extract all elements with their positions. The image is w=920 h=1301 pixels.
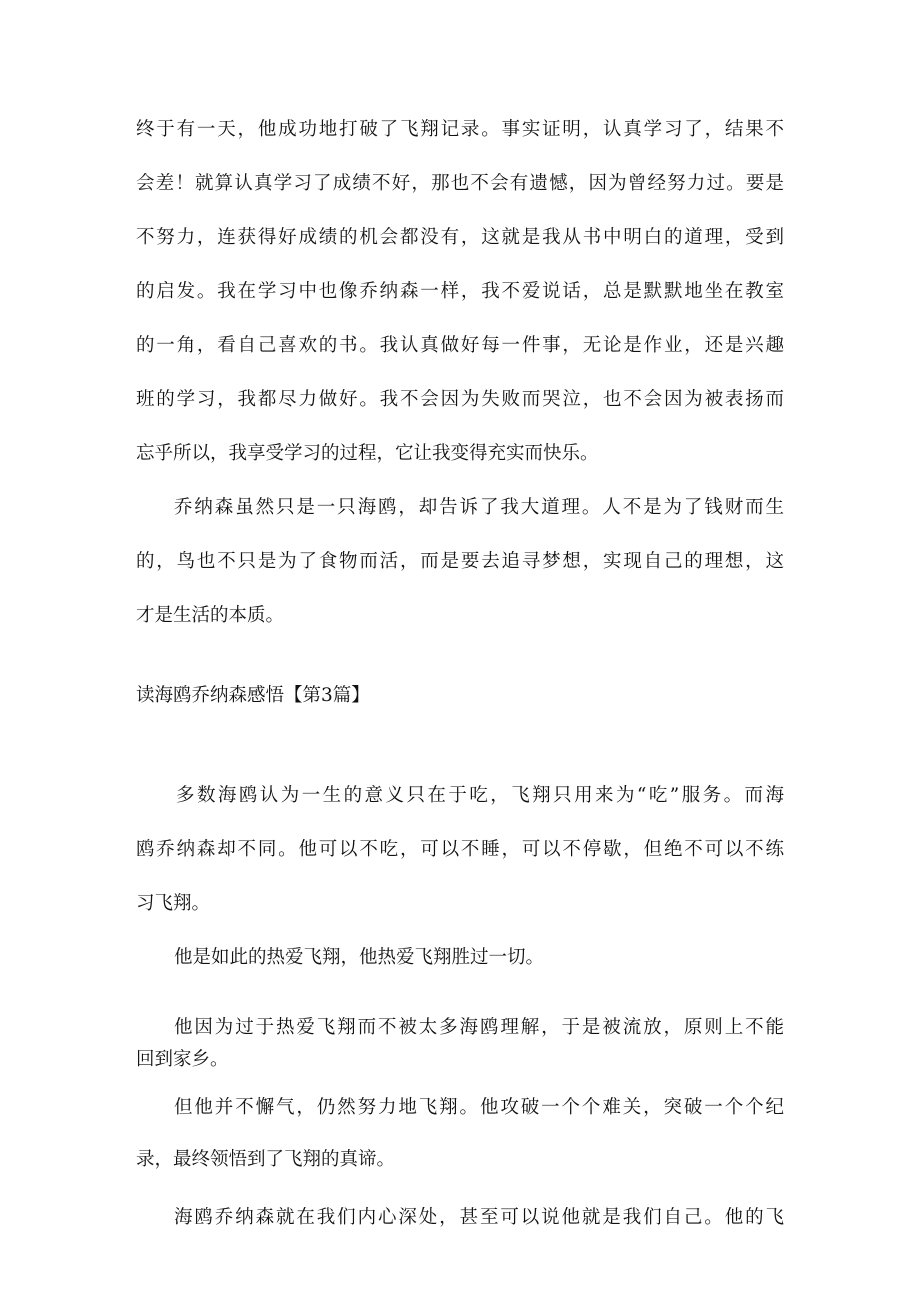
text-line: 才是生活的本质。 xyxy=(136,605,285,626)
text-line: 不努力，连获得好成绩的机会都没有，这就是我从书中明白的道理，受到 xyxy=(136,227,784,248)
text-line: 多数海鸥认为一生的意义只在于吃，飞翔只用来为“吃”服务。而海 xyxy=(176,785,784,806)
text-line: 海鸥乔纳森就在我们内心深处，甚至可以说他就是我们自己。他的飞 xyxy=(174,1207,784,1228)
text-line: 乔纳森虽然只是一只海鸥，却告诉了我大道理。人不是为了钱财而生 xyxy=(174,497,784,518)
section-title: 读海鸥乔纳森感悟【第3篇】 xyxy=(136,685,370,706)
text-line: 他因为过于热爱飞翔而不被太多海鸥理解，于是被流放，原则上不能 xyxy=(174,1017,784,1038)
text-line: 的启发。我在学习中也像乔纳森一样，我不爱说话，总是默默地坐在教室 xyxy=(136,281,784,302)
text-line: 忘乎所以，我享受学习的过程，它让我变得充实而快乐。 xyxy=(136,443,599,464)
text-line: 终于有一天，他成功地打破了飞翔记录。事实证明，认真学习了，结果不 xyxy=(136,119,784,140)
text-line: 他是如此的热爱飞翔，他热爱飞翔胜过一切。 xyxy=(174,947,545,968)
text-line: 的一角，看自己喜欢的书。我认真做好每一件事，无论是作业，还是兴趣 xyxy=(136,335,784,356)
text-line: 班的学习，我都尽力做好。我不会因为失败而哭泣，也不会因为被表扬而 xyxy=(136,389,784,410)
text-line: 回到家乡。 xyxy=(136,1049,229,1070)
text-line: 会差！就算认真学习了成绩不好，那也不会有遗憾，因为曾经努力过。要是 xyxy=(136,173,784,194)
text-line: 鸥乔纳森却不同。他可以不吃，可以不睡，可以不停歇，但绝不可以不练 xyxy=(136,839,784,860)
text-line: 的，鸟也不只是为了食物而活，而是要去追寻梦想，实现自己的理想，这 xyxy=(136,551,784,572)
text-line: 但他并不懈气，仍然努力地飞翔。他攻破一个个难关，突破一个个纪 xyxy=(174,1097,784,1118)
text-line: 习飞翔。 xyxy=(136,893,211,914)
text-line: 录，最终领悟到了飞翔的真谛。 xyxy=(136,1149,396,1170)
